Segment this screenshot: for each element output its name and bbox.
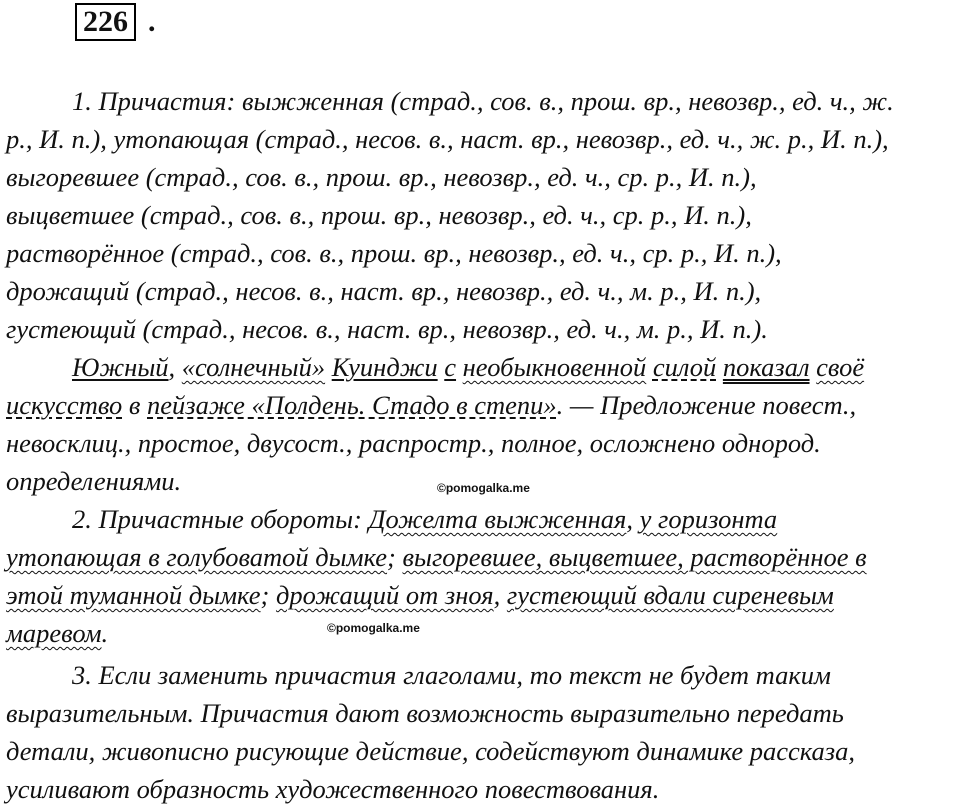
p2-lead: 2. Причастные обороты: — [72, 504, 369, 534]
adverbial-word: силой — [652, 352, 717, 382]
participial-phrase: дрожащий от зноя — [275, 580, 494, 610]
definition-word: «солнечный» — [181, 352, 326, 382]
p3-line-2: выразительным. Причастия дают возможность выразительно передать — [6, 698, 844, 728]
comma: , — [168, 352, 176, 382]
participial-phrase: утопающая в голубоватой дымке — [6, 542, 388, 572]
preposition: в — [128, 390, 141, 420]
p1-line-7: густеющий (страд., несов. в., наст. вр., невозвр., ед. ч., м. р., И. п.). — [6, 314, 768, 344]
separator: , — [493, 580, 507, 610]
exercise-number-dot: . — [148, 5, 156, 38]
participial-phrase: маревом — [6, 618, 102, 648]
definition-word: необыкновенной — [462, 352, 647, 382]
p2-line-1 — [72, 502, 777, 536]
p2-line-4 — [6, 616, 108, 650]
p2-line-3 — [6, 578, 834, 612]
p3-line-1: 3. Если заменить причастия глаголами, то текст не будет таким — [72, 660, 831, 690]
p1-line-1: 1. Причастия: выжженная (страд., сов. в., прош. вр., невозвр., ед. ч., ж. — [72, 86, 894, 116]
sentence-line-1 — [72, 350, 864, 384]
sentence-line-3: невосклиц., простое, двусост., распростр., полное, осложнено однород. — [6, 428, 821, 458]
period: . — [101, 618, 109, 648]
participial-phrase: этой туманной дымке — [6, 580, 261, 610]
object-word: искусство — [6, 390, 123, 420]
p2-line-2 — [6, 540, 867, 574]
sentence-analysis: . — Предложение повест., — [556, 390, 857, 420]
sentence-line-4: определениями. — [6, 466, 182, 496]
p1-line-3: выгоревшее (страд., сов. в., прош. вр., невозвр., ед. ч., ср. р., И. п.), — [6, 162, 757, 192]
separator: , — [626, 504, 640, 534]
adverbial-phrase: пейзаже «Полдень. Стадо в степи» — [147, 390, 557, 420]
p1-line-6: дрожащий (страд., несов. в., наст. вр., невозвр., ед. ч., м. р., И. п.), — [6, 276, 762, 306]
p3-line-3: детали, живописно рисующие действие, содействуют динамике рассказа, — [6, 736, 855, 766]
sentence-line-2 — [6, 388, 856, 422]
p1-line-5: растворённое (страд., сов. в., прош. вр., невозвр., ед. ч., ср. р., И. п.), — [6, 238, 782, 268]
p1-line-2: р., И. п.), утопающая (страд., несов. в., наст. вр., невозвр., ед. ч., ж. р., И. п.), — [6, 124, 889, 154]
p1-line-4: выцветшее (страд., сов. в., прош. вр., невозвр., ед. ч., ср. р., И. п.), — [6, 200, 752, 230]
watermark-1: ©pomogalka.me — [437, 481, 530, 495]
participial-phrase: густеющий вдали сиреневым — [506, 580, 834, 610]
subject-word: Южный — [72, 352, 169, 382]
exercise-number: 226 — [75, 3, 136, 41]
predicate-word: показал — [722, 352, 810, 382]
separator: ; — [260, 580, 276, 610]
watermark-2: ©pomogalka.me — [327, 621, 420, 635]
participial-phrase: выгоревшее, выцветшее, растворённое в — [402, 542, 867, 572]
participial-phrase: у горизонта — [639, 504, 778, 534]
subject-word: Куинджи — [331, 352, 438, 382]
preposition: с — [444, 352, 457, 382]
definition-word: своё — [816, 352, 865, 382]
participial-phrase: Дожелта выжженная — [368, 504, 627, 534]
p3-line-4: усиливают образность художественного повествования. — [6, 774, 660, 804]
separator: ; — [387, 542, 403, 572]
